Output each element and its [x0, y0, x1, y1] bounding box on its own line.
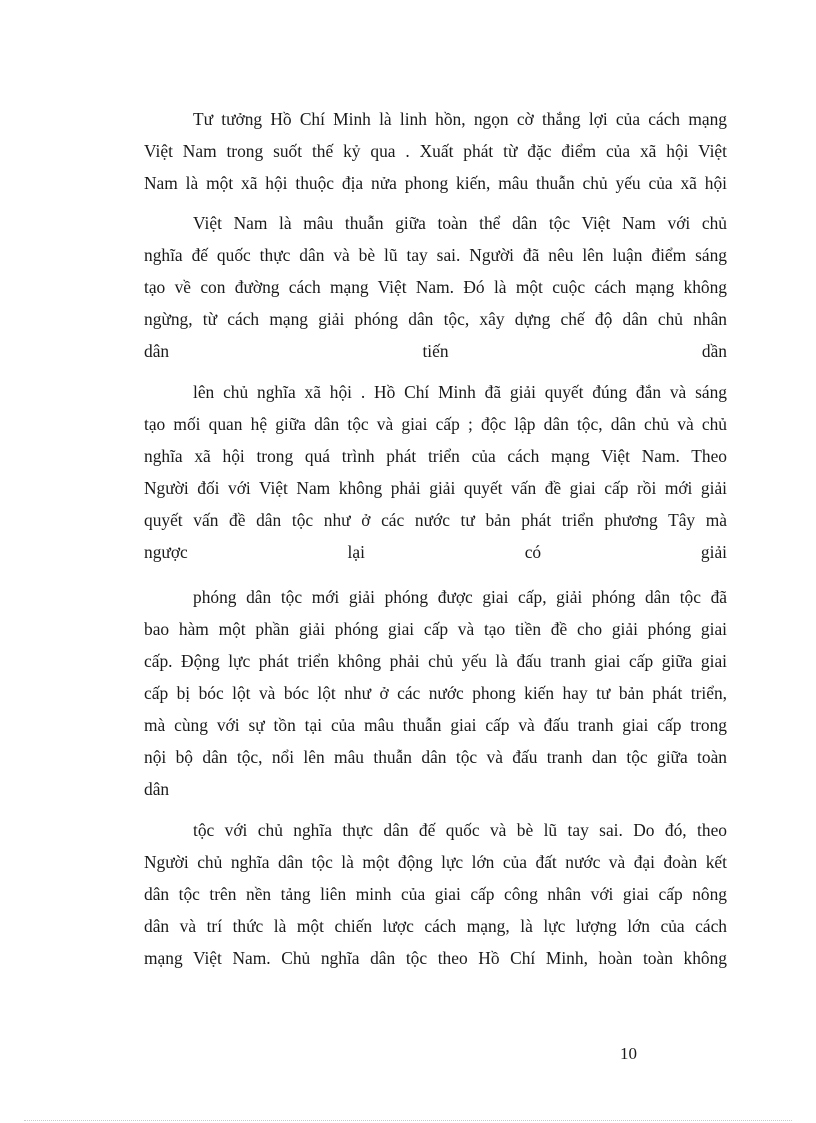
text-line: Việt Nam trong suốt thế kỷ qua . Xuất phát từ đặc điểm của xã hội Việt [144, 141, 727, 161]
text-line: dân và trí thức là một chiến lược cách mạng, là lực lượng lớn của cách [144, 916, 727, 936]
text-line: lên chủ nghĩa xã hội . Hồ Chí Minh đã giải quyết đúng đắn và sáng [193, 382, 727, 402]
page-number: 10 [620, 1044, 637, 1063]
text-line: mạng Việt Nam. Chủ nghĩa dân tộc theo Hồ Chí Minh, hoàn toàn không [144, 948, 727, 968]
text-line: Việt Nam là mâu thuẫn giữa toàn thể dân tộc Việt Nam với chủ [193, 213, 727, 233]
text-line: Người chủ nghĩa dân tộc là một động lực lớn của đất nước và đại đoàn kết [144, 852, 727, 872]
text-line: quyết vấn đề dân tộc như ở các nước tư bản phát triển phương Tây mà [144, 510, 727, 530]
text-line: phóng dân tộc mới giải phóng được giai cấp, giải phóng dân tộc đã [193, 587, 727, 607]
text-line: nội bộ dân tộc, nổi lên mâu thuẫn dân tộc và đấu tranh dan tộc giữa toàn [144, 747, 727, 767]
text-line: Tư tưởng Hồ Chí Minh là linh hồn, ngọn cờ thắng lợi của cách mạng [193, 109, 727, 129]
text-line: dân [144, 779, 170, 799]
text-line: Người đối với Việt Nam không phải giải quyết vấn đề giai cấp rồi mới giải [144, 478, 727, 498]
text-line: bao hàm một phần giải phóng giai cấp và tạo tiền đề cho giải phóng giai [144, 619, 727, 639]
text-line: dân tiến dần [144, 341, 727, 361]
text-line: ngừng, từ cách mạng giải phóng dân tộc, xây dựng chế độ dân chủ nhân [144, 309, 727, 329]
text-line: cấp bị bóc lột và bóc lột như ở các nước phong kiến hay tư bản phát triển, [144, 683, 727, 703]
text-line: tạo về con đường cách mạng Việt Nam. Đó là một cuộc cách mạng không [144, 277, 727, 297]
text-line: cấp. Động lực phát triển không phải chủ yếu là đấu tranh giai cấp giữa giai [144, 651, 727, 671]
text-line: nghĩa xã hội trong quá trình phát triển của cách mạng Việt Nam. Theo [144, 446, 727, 466]
text-line: dân tộc trên nền tảng liên minh của giai cấp công nhân với giai cấp nông [144, 884, 727, 904]
page-break-divider [24, 1120, 792, 1121]
text-line: mà cùng với sự tồn tại của mâu thuẫn giai cấp và đấu tranh giai cấp trong [144, 715, 727, 735]
text-line: tộc với chủ nghĩa thực dân đế quốc và bè lũ tay sai. Do đó, theo [193, 820, 727, 840]
text-line: nghĩa đế quốc thực dân và bè lũ tay sai. Người đã nêu lên luận điểm sáng [144, 245, 727, 265]
text-line: tạo mối quan hệ giữa dân tộc và giai cấp ; độc lập dân tộc, dân chủ và chủ [144, 414, 727, 434]
text-line: Nam là một xã hội thuộc địa nửa phong kiến, mâu thuẫn chủ yếu của xã hội [144, 173, 727, 193]
text-line: ngược lại có giải [144, 542, 727, 562]
